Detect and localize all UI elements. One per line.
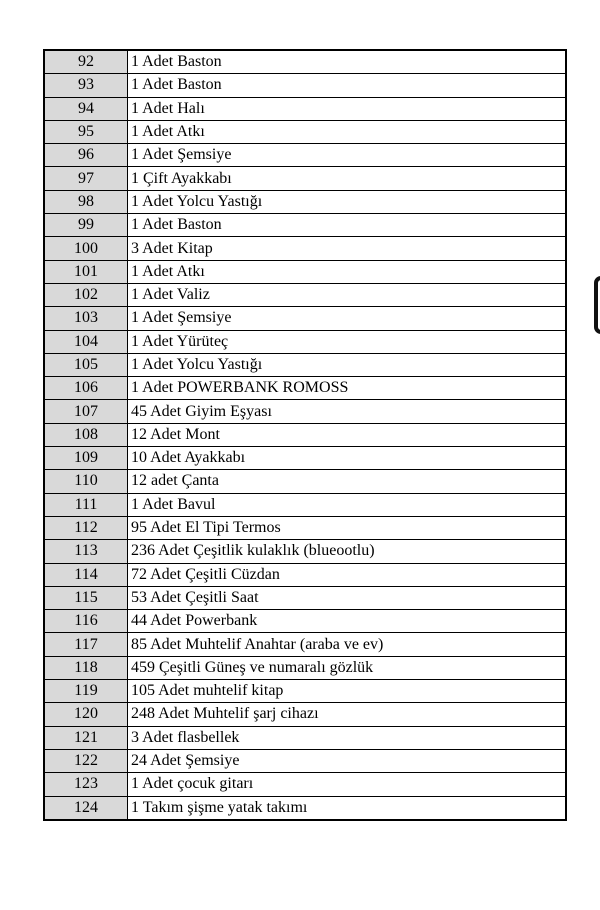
table-row <box>44 563 566 586</box>
edge-mark-icon <box>594 276 600 334</box>
item-description: 12 adet Çanta <box>128 470 567 493</box>
item-description: 1 Adet Bavul <box>128 493 567 516</box>
row-number: 97 <box>44 167 128 190</box>
table-row <box>44 353 566 376</box>
item-description: 3 Adet flasbellek <box>128 726 567 749</box>
table-row <box>44 447 566 470</box>
table-row <box>44 307 566 330</box>
item-description: 1 Adet Yürüteç <box>128 330 567 353</box>
row-number: 92 <box>44 50 128 74</box>
table-row <box>44 773 566 796</box>
table-row <box>44 493 566 516</box>
item-description: 1 Adet Atkı <box>128 260 567 283</box>
item-description: 53 Adet Çeşitli Saat <box>128 586 567 609</box>
item-description: 3 Adet Kitap <box>128 237 567 260</box>
item-description: 1 Adet Şemsiye <box>128 144 567 167</box>
table-row <box>44 283 566 306</box>
item-description: 85 Adet Muhtelif Anahtar (araba ve ev) <box>128 633 567 656</box>
item-description: 24 Adet Şemsiye <box>128 749 567 772</box>
item-description: 248 Adet Muhtelif şarj cihazı <box>128 703 567 726</box>
table-row <box>44 470 566 493</box>
row-number: 116 <box>44 610 128 633</box>
item-description: 45 Adet Giyim Eşyası <box>128 400 567 423</box>
row-number: 114 <box>44 563 128 586</box>
item-description: 1 Adet Atkı <box>128 120 567 143</box>
table-row <box>44 260 566 283</box>
item-description: 459 Çeşitli Güneş ve numaralı gözlük <box>128 656 567 679</box>
row-number: 123 <box>44 773 128 796</box>
table-row <box>44 144 566 167</box>
row-number: 101 <box>44 260 128 283</box>
row-number: 98 <box>44 190 128 213</box>
row-number: 103 <box>44 307 128 330</box>
row-number: 118 <box>44 656 128 679</box>
item-description: 72 Adet Çeşitli Cüzdan <box>128 563 567 586</box>
item-description: 1 Adet Baston <box>128 74 567 97</box>
table-row <box>44 423 566 446</box>
row-number: 119 <box>44 680 128 703</box>
table-row <box>44 97 566 120</box>
item-description: 10 Adet Ayakkabı <box>128 447 567 470</box>
table-row <box>44 656 566 679</box>
table-row <box>44 516 566 539</box>
item-description: 1 Adet Valiz <box>128 283 567 306</box>
item-description: 12 Adet Mont <box>128 423 567 446</box>
item-description: 1 Adet Yolcu Yastığı <box>128 190 567 213</box>
table-row <box>44 50 566 74</box>
row-number: 106 <box>44 377 128 400</box>
row-number: 120 <box>44 703 128 726</box>
table-row <box>44 190 566 213</box>
item-description: 236 Adet Çeşitlik kulaklık (blueootlu) <box>128 540 567 563</box>
row-number: 94 <box>44 97 128 120</box>
table-row <box>44 377 566 400</box>
item-description: 1 Adet Şemsiye <box>128 307 567 330</box>
row-number: 110 <box>44 470 128 493</box>
row-number: 99 <box>44 214 128 237</box>
row-number: 102 <box>44 283 128 306</box>
row-number: 107 <box>44 400 128 423</box>
table-row <box>44 610 566 633</box>
table-row <box>44 167 566 190</box>
row-number: 95 <box>44 120 128 143</box>
row-number: 100 <box>44 237 128 260</box>
row-number: 117 <box>44 633 128 656</box>
table-row <box>44 330 566 353</box>
item-description: 1 Adet çocuk gitarı <box>128 773 567 796</box>
item-list-table <box>43 49 567 821</box>
table-row <box>44 796 566 820</box>
item-description: 1 Adet Baston <box>128 50 567 74</box>
item-description: 95 Adet El Tipi Termos <box>128 516 567 539</box>
table-row <box>44 214 566 237</box>
table-row <box>44 237 566 260</box>
row-number: 109 <box>44 447 128 470</box>
row-number: 105 <box>44 353 128 376</box>
table-row <box>44 749 566 772</box>
item-description: 1 Adet Baston <box>128 214 567 237</box>
table-row <box>44 586 566 609</box>
item-description: 105 Adet muhtelif kitap <box>128 680 567 703</box>
table-row <box>44 74 566 97</box>
row-number: 108 <box>44 423 128 446</box>
row-number: 104 <box>44 330 128 353</box>
item-description: 1 Çift Ayakkabı <box>128 167 567 190</box>
table-row <box>44 400 566 423</box>
row-number: 93 <box>44 74 128 97</box>
item-description: 44 Adet Powerbank <box>128 610 567 633</box>
table-row <box>44 726 566 749</box>
item-list-body <box>44 50 566 820</box>
table-row <box>44 120 566 143</box>
row-number: 121 <box>44 726 128 749</box>
row-number: 96 <box>44 144 128 167</box>
item-description: 1 Adet Halı <box>128 97 567 120</box>
item-description: 1 Takım şişme yatak takımı <box>128 796 567 820</box>
table-row <box>44 633 566 656</box>
row-number: 112 <box>44 516 128 539</box>
table-row <box>44 680 566 703</box>
row-number: 124 <box>44 796 128 820</box>
row-number: 111 <box>44 493 128 516</box>
row-number: 113 <box>44 540 128 563</box>
row-number: 115 <box>44 586 128 609</box>
item-description: 1 Adet POWERBANK ROMOSS <box>128 377 567 400</box>
row-number: 122 <box>44 749 128 772</box>
table-row <box>44 540 566 563</box>
table-row <box>44 703 566 726</box>
item-description: 1 Adet Yolcu Yastığı <box>128 353 567 376</box>
